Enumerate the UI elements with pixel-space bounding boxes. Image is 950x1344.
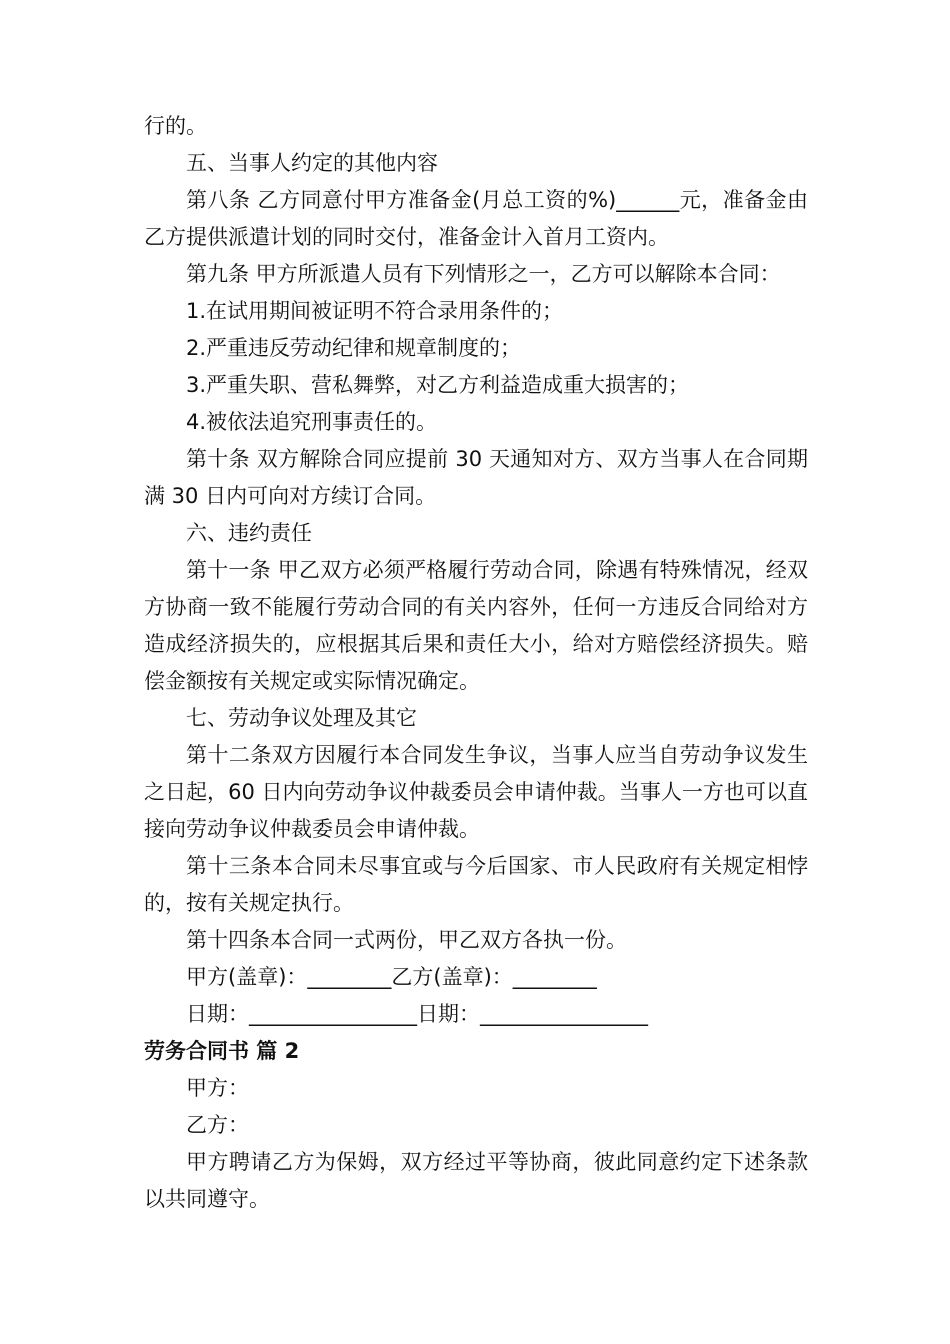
article-12: 第十二条双方因履行本合同发生争议，当事人应当自劳动争议发生之日起，60 日内向劳动争议仲裁委员会申请仲裁。当事人一方也可以直接向劳动争议仲裁委员会申请仲裁。 <box>144 743 808 841</box>
signature-line: 甲方(盖章)：________乙方(盖章)：________ <box>186 965 597 989</box>
list-item: 4.被依法追究刑事责任的。 <box>186 410 438 434</box>
section-heading-other-terms: 五、当事人约定的其他内容 <box>186 151 438 175</box>
document-body <box>144 108 808 1218</box>
party-a-line: 甲方： <box>186 1076 249 1100</box>
article-10: 第十条 双方解除合同应提前 30 天通知对方、双方当事人在合同期满 30 日内可向对方续订合同。 <box>144 447 808 508</box>
section-heading-breach: 六、违约责任 <box>186 521 312 545</box>
list-item: 2.严重违反劳动纪律和规章制度的； <box>186 336 522 360</box>
list-item: 3.严重失职、营私舞弊，对乙方利益造成重大损害的； <box>186 373 690 397</box>
list-item: 1.在试用期间被证明不符合录用条件的； <box>186 299 564 323</box>
paragraph: 行的。 <box>144 114 207 138</box>
article-14: 第十四条本合同一式两份，甲乙双方各执一份。 <box>186 928 627 952</box>
article-13: 第十三条本合同未尽事宜或与今后国家、市人民政府有关规定相悖的，按有关规定执行。 <box>144 854 808 915</box>
intro-paragraph: 甲方聘请乙方为保姆，双方经过平等协商，彼此同意约定下述条款以共同遵守。 <box>144 1150 808 1211</box>
article-11: 第十一条 甲乙双方必须严格履行劳动合同，除遇有特殊情况，经双方协商一致不能履行劳动合同的有关内容外，任何一方违反合同给对方造成经济损失的，应根据其后果和责任大小，给对方赔偿经济损失。赔偿金额按有关规定或实际情况确定。 <box>144 558 808 693</box>
section-title: 劳务合同书 篇 2 <box>144 1039 300 1063</box>
party-b-line: 乙方： <box>186 1113 249 1137</box>
date-line: 日期：________________日期：________________ <box>186 1002 648 1026</box>
article-9: 第九条 甲方所派遣人员有下列情形之一，乙方可以解除本合同： <box>186 262 781 286</box>
section-heading-disputes: 七、劳动争议处理及其它 <box>186 706 417 730</box>
article-8: 第八条 乙方同意付甲方准备金(月总工资的%)______元，准备金由乙方提供派遣计划的同时交付，准备金计入首月工资内。 <box>144 188 808 249</box>
